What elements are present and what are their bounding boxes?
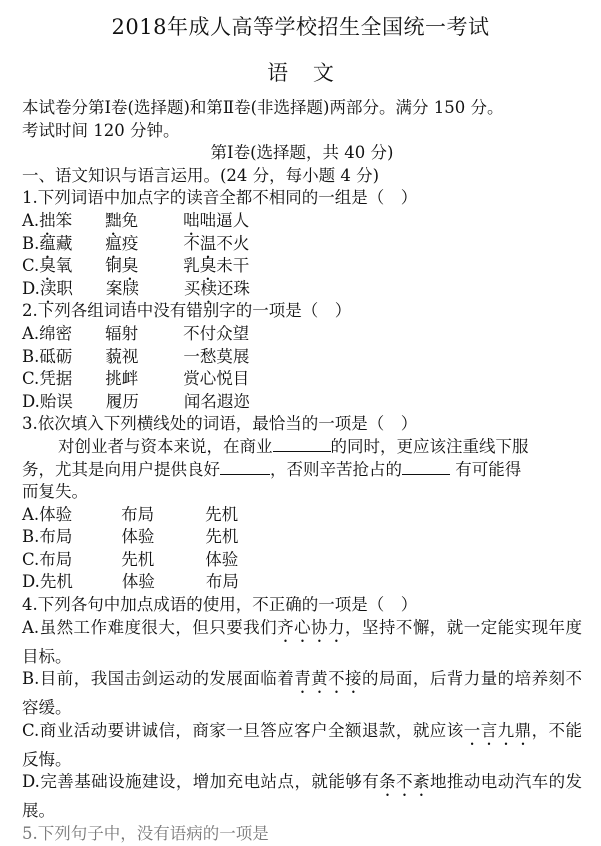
q1-char: 逼 — [216, 210, 233, 230]
q3-blank-3 — [402, 460, 450, 475]
q3-passage-a: 对创业者与资本来说，在商业 — [58, 436, 273, 456]
q1-char: 臭 — [121, 256, 139, 276]
q3-passage-d: ，否则辛苦抢占的 — [270, 459, 402, 479]
q3-option-word: 布局 — [39, 549, 73, 569]
q3-option-a — [22, 504, 582, 527]
q1-char: 咄 — [199, 210, 217, 230]
option-label: A. — [22, 504, 40, 524]
q3-option-word: 布局 — [205, 572, 239, 592]
q2-option-word: 贻误 — [39, 391, 73, 411]
q1-char: 蕴 — [39, 233, 56, 253]
q2-stem: 2.下列各组词语中没有错别字的一项是（ ） — [22, 301, 352, 321]
option-label: B. — [22, 527, 40, 547]
q1-char: 椟 — [200, 278, 217, 298]
q3-option-word: 体验 — [121, 527, 155, 547]
q4-d-idiom: 条不紊 — [379, 772, 430, 792]
q1-char: 黜 — [105, 210, 122, 230]
q1-char: 干 — [232, 256, 250, 276]
q4-d-text-after: 地推动电动汽车的发展。 — [22, 772, 583, 821]
q3-option-word: 先机 — [205, 504, 239, 524]
q4-d-text: D.完善基础设施建设，增加充电站点，就能够有 — [22, 772, 380, 792]
q1-char: 不 — [183, 233, 200, 253]
part1-heading: 第Ⅰ卷(选择题，共 40 分) — [210, 143, 394, 163]
intro-line-2: 考试时间 120 分钟。 — [22, 120, 180, 140]
q3-option-word: 先机 — [205, 527, 239, 547]
q1-word — [184, 279, 250, 298]
q1-option-b — [22, 233, 582, 256]
q2-options — [22, 323, 582, 413]
q1-char: 珠 — [233, 278, 250, 298]
q1-char: 免 — [121, 210, 139, 230]
exam-title: 2018年成人高等学校招生全国统一考试 — [111, 15, 490, 39]
exam-body — [22, 97, 582, 846]
q3-option-b — [22, 526, 582, 549]
q3-option-word: 布局 — [39, 527, 73, 547]
q3-passage-line-2 — [22, 459, 582, 482]
q2-option-d — [22, 391, 582, 414]
q1-char: 笨 — [55, 210, 73, 230]
option-label: C. — [22, 549, 40, 569]
option-label: D. — [22, 391, 40, 411]
q1-char: 不 — [216, 233, 233, 253]
q4-option-d — [22, 771, 582, 823]
q1-char: 瘟 — [105, 233, 122, 253]
q1-char: 渎 — [39, 278, 57, 298]
q4-option-a — [22, 617, 582, 669]
q3-passage-line-1 — [22, 436, 582, 459]
q2-option-word: 履历 — [105, 391, 139, 411]
q4-option-c — [22, 720, 582, 772]
q1-word — [183, 234, 249, 253]
q3-passage-line-3: 而复失。 — [22, 482, 88, 502]
option-label: D. — [22, 278, 40, 298]
q3-passage-e: 有可能得 — [450, 459, 522, 479]
q4-c-idiom: 一言九鼎 — [463, 720, 532, 740]
q3-option-word: 体验 — [39, 504, 73, 524]
q2-option-word: 辐射 — [105, 323, 139, 343]
q1-options — [22, 210, 582, 300]
q2-option-word: 藐视 — [105, 346, 139, 366]
q2-option-word: 凭据 — [39, 369, 73, 389]
q3-option-d — [22, 571, 582, 594]
q1-char: 温 — [199, 233, 217, 253]
q2-option-b — [22, 346, 582, 369]
q1-option-a — [22, 210, 582, 233]
q2-option-word: 挑衅 — [105, 369, 139, 389]
section1-heading: 一、语文知识与语言运用。(24 分，每小题 4 分) — [22, 165, 380, 185]
q1-option-d — [22, 278, 582, 301]
q1-char: 疫 — [121, 233, 139, 253]
q1-char: 人 — [232, 210, 250, 230]
q3-passage-b: 的同时，更应该注重线下服 — [330, 436, 529, 456]
q3-option-word: 先机 — [39, 572, 73, 592]
q4-c-text: C.商业活动要讲诚信，商家一旦答应客户全额退款，就应该 — [22, 720, 464, 740]
q3-stem: 3.依次填入下列横线处的词语，最恰当的一项是（ ） — [22, 414, 418, 434]
q1-char: 拙 — [39, 210, 56, 230]
q3-option-word: 体验 — [121, 572, 155, 592]
q1-char: 藏 — [55, 233, 73, 253]
option-label: B. — [22, 346, 40, 366]
q2-option-word: 赏心悦目 — [183, 369, 250, 389]
q1-char: 火 — [232, 233, 250, 253]
q4-b-text: B.目前，我国击剑运动的发展面临着 — [22, 669, 295, 689]
q1-option-c — [22, 255, 582, 278]
q4-c-text-after: ，不能反悔。 — [22, 720, 582, 769]
q1-char: 咄 — [183, 210, 200, 230]
q2-option-word: 闻名遐迩 — [183, 391, 250, 411]
option-label: A. — [22, 323, 40, 343]
q4-stem: 4.下列各句中加点成语的使用，不正确的一项是（ ） — [22, 595, 418, 615]
q3-options — [22, 504, 582, 594]
q1-stem: 1.下列词语中加点字的读音全都不相同的一组是（ ） — [22, 188, 418, 208]
q1-char: 乳 — [183, 256, 200, 276]
option-label: C. — [22, 256, 40, 276]
q3-option-word: 体验 — [205, 549, 239, 569]
q4-b-idiom: 青黄不接 — [294, 669, 363, 689]
q1-word — [183, 256, 249, 275]
q4-a-idiom: 齐心协力 — [277, 617, 345, 637]
q1-word — [183, 211, 249, 230]
intro-line-1: 本试卷分第Ⅰ卷(选择题)和第Ⅱ卷(非选择题)两部分。满分 150 分。 — [22, 98, 504, 117]
q4-a-text: A.虽然工作难度很大，但只要我们 — [22, 617, 278, 637]
q1-char: 臭 — [199, 256, 217, 276]
q3-option-c — [22, 549, 582, 572]
option-label: D. — [22, 572, 40, 592]
q2-option-word: 不付众望 — [183, 323, 250, 343]
q1-char: 未 — [216, 256, 233, 276]
q4-b-text-after: 的局面，后背力量的培养刻不容缓。 — [22, 669, 582, 718]
q3-option-word: 布局 — [121, 504, 155, 524]
q1-char: 职 — [56, 278, 73, 298]
option-label: A. — [22, 210, 40, 230]
q4-option-b — [22, 668, 582, 720]
q2-option-a — [22, 323, 582, 346]
q1-char: 臭 — [39, 256, 56, 276]
q4-a-text-after: ，坚持不懈，就一定能实现年度目标。 — [22, 617, 583, 666]
q1-char: 牍 — [122, 278, 139, 298]
q1-char: 案 — [105, 278, 123, 298]
q2-option-word: 砥砺 — [39, 346, 73, 366]
q5-stem-partial: 5.下列句子中，没有语病的一项是 — [22, 824, 269, 844]
exam-subject: 语 文 — [267, 61, 334, 85]
q3-option-word: 先机 — [121, 549, 155, 569]
q1-char: 还 — [216, 278, 234, 298]
q1-char: 氧 — [55, 256, 73, 276]
q2-option-word: 一愁莫展 — [183, 346, 250, 366]
q1-char: 买 — [183, 278, 201, 298]
q3-passage-c: 务，尤其是向用户提供良好 — [22, 459, 220, 479]
option-label: B. — [22, 233, 40, 253]
q2-option-c — [22, 368, 582, 391]
q3-blank-2 — [220, 460, 270, 475]
q2-option-word: 绵密 — [39, 323, 73, 343]
option-label: C. — [22, 369, 40, 389]
q1-char: 铜 — [105, 256, 122, 276]
q3-blank-1 — [273, 437, 331, 452]
